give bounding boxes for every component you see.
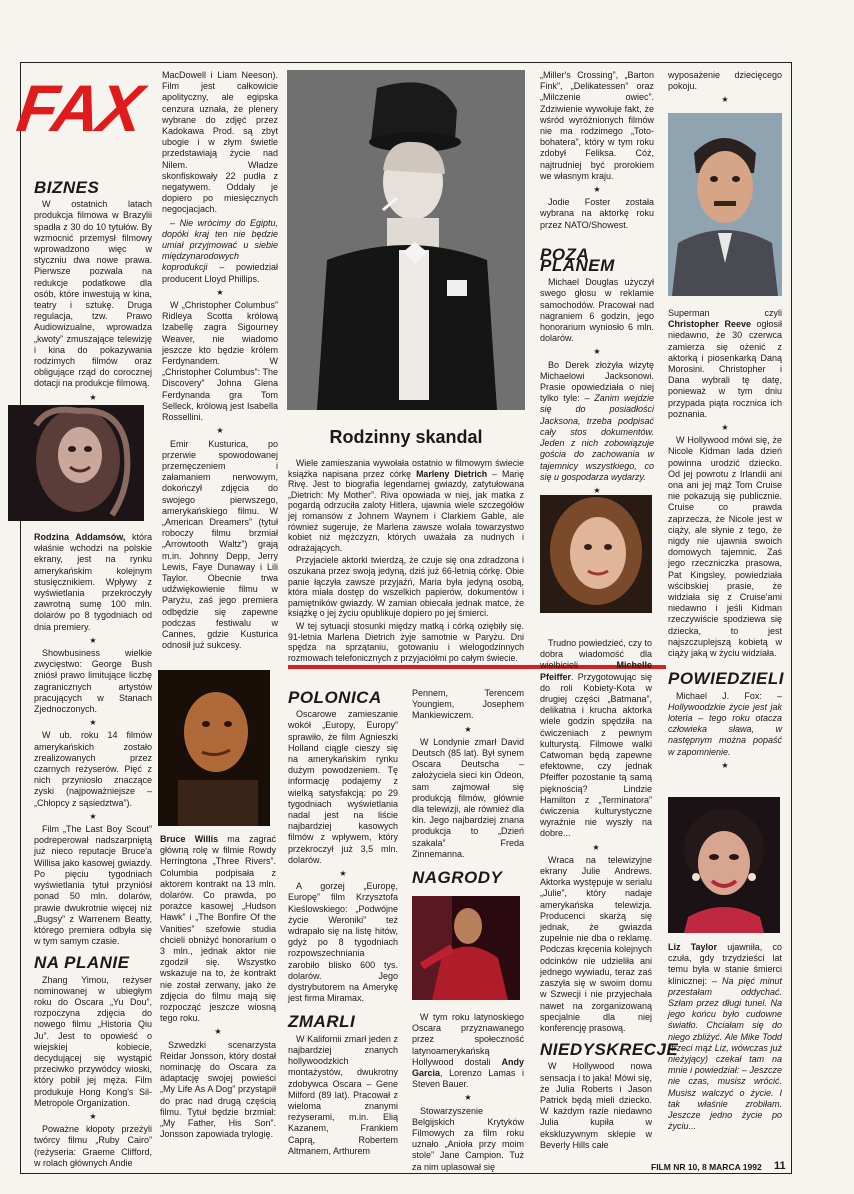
star-separator: ★ — [464, 1093, 472, 1103]
column-2 — [162, 70, 278, 693]
star-separator: ★ — [214, 1027, 222, 1037]
article-text: W Kalifornii zmarł jeden z najbardziej znanych hollywoodzkich montażystów, dwukrotny zdobywca Oscara – Gene Milford (89 lat). Pracował z wieloma znanymi reżyserami, m.in. Elią Kazanem, Frankiem Caprą, Robertem Altmanem, Arthurem — [288, 1033, 398, 1156]
star-separator: ★ — [339, 869, 347, 879]
column-2-lower — [160, 834, 276, 1142]
article-text: ogłosił niedawno, że 30 czerwca zamierza się ożenić z aktorką i piosenkarką Daną Morosini. Christopher i Dana wybrali tę datę, ponieważ w tym dniu przypada piąta rocznica ich poznania. — [668, 319, 783, 419]
column-3 — [288, 688, 398, 1159]
andy-garcia-photo — [412, 896, 520, 1000]
column-4 — [412, 688, 524, 889]
article-text: Stowarzyszenie Belgijskich Krytyków Filmowych za film roku uznało „Anioła przy moim stole” Jane Campion. Tuż za nim uplasował się — [412, 1105, 524, 1172]
liz-taylor-name: Liz Taylor — [668, 942, 718, 952]
star-separator: ★ — [216, 426, 224, 436]
article-text: . Przygotowując się do roli Kobiety-Kota w drugiej części „Batmana”, delikatna i krucha aktorka wiele godzin spędziła na ćwiczeniach z pewnym kulturystą. Filmowe walki Catwoman będą zapewne efektowne, czy jednak Pfeiffer pozostanie tą samą pięknością? Lindzie Hamilton z „Terminatora” ćwiczenia kulturystyczne wyraźnie nie wyszły na dobre... — [540, 671, 652, 839]
column-1-lower — [34, 532, 152, 1171]
section-title-nagrody: NAGRODY — [412, 868, 503, 888]
article-headline: Rodzinny skandal — [329, 427, 483, 447]
article-text: Zhang Yimou, reżyser nominowanej w ubiegłym roku do Oscara „Yu Dou”, rozpoczyna zdjęcia do nowego filmu „Historia Qiu Ju”. Jest to opowieść o wiejskiej kobiecie, decydującej się wystąpić przeciwko przywódcy wioski, który pobił jej męża. Film produkuje Hong Kong's Sil-Metropole Organization. — [34, 974, 152, 1108]
christopher-reeve-photo — [668, 113, 782, 296]
quote-attribution: – powiedział producent Lloyd Phillips. — [162, 262, 278, 284]
star-separator: ★ — [721, 760, 729, 770]
star-separator: ★ — [89, 392, 97, 402]
column-1 — [34, 178, 152, 405]
issue-footer: FILM NR 10, 8 MARCA 1992 — [651, 1162, 762, 1172]
article-text: – Marię Rivę. Jest to biografia legendarnej gwiazdy, zatytułowana „Dietrich: My Mother”. Riva opowiada w niej, jak matka z pogardą odrzuciła zaloty Hitlera, ujawnia wiele szczegółów jej romansów z Johnem Waynem i Clarkiem Gable, ale również sugeruje, że Marlena zawsze wolała towarzystwo kobiet niż mężczyzn, których uważała za nudnych i odrażających. — [288, 468, 525, 553]
article-text: ujawniła, co czuła, gdy trzydzieści lat temu była w stanie śmierci klinicznej: — [668, 942, 783, 986]
article-text: , Lorenzo Lamas i Steven Bauer. — [412, 1068, 524, 1090]
article-text: W Hollywood nowa sensacja i to jaka! Mówi się, że Julia Roberts i Jason Patrick będą mieli dziecko. W każdym razie niedawno Julia kupiła w ekskluzywnym sklepie w Beverly Hills całe — [540, 1061, 652, 1150]
article-text: Pennem, Terencem Youngiem, Josephem Mankiewiczem. — [412, 688, 524, 721]
star-separator: ★ — [216, 287, 224, 297]
article-text: W Hollywood mówi się, że Nicole Kidman lada dzień powinna urodzić dziecko. Od jej powrotu z Irlandii ani ona ani jej mąż Tom Cruise nie pokazują się publicznie. Cruise co prawda zaprzecza, że Nicole jest w ciąży, ale słynie z tego, że nigdy nie ujawnia swoich domowych tajemnic. Zaś jego rzeczniczka prasowa, Pat Kingsley, powiedziała wścibskiej prasie, że widziała się z Cruise'ami niedawno i jeśli Kidman rzeczywiście spodziewa się dziecka, to jest najszczuplejszą kobietą w ciąży jaką w życiu widziała. — [668, 435, 782, 659]
star-separator: ★ — [593, 185, 601, 195]
quote-text: – Zanim wejdzie się do posiadłości Jacksona, trzeba podpisać cały stos dokumentów. Jeden z nich zobowiązuje gościa do zachowania w tajemnicy wszystkiego, co się u gospodarza wydarzy. — [540, 393, 655, 482]
article-text: Oscarowe zamieszanie wokół „Europy, Europy” sprawiło, że film Agnieszki Holland ciągle cieszy się na amerykańskim rynku dużym powodzeniem. Tę informację podajemy z wielką satysfakcją: po 29 tygodniach wyświetlania nadal jest na liście najbardziej kasowych filmów z wpływem, który przekroczył już 3,5 mln. dolarów. — [288, 709, 398, 865]
andy-garcia-name: Andy Garcia — [412, 1056, 524, 1079]
star-separator: ★ — [464, 724, 472, 734]
liz-taylor-photo — [668, 797, 780, 933]
bruce-willis-name: Bruce Willis — [160, 834, 219, 844]
section-title-na-planie: NA PLANIE — [34, 953, 130, 973]
article-text: MacDowell i Liam Neeson). Film jest całkowicie apolityczny, ale egipska cenzura uznała, że plenery wybrane do zdjęć przez Kadokawa Prod. są zbyt ubogie i w złym świetle przedstawiają życie nad Nilem. Władze skonfiskowały 22 pudła z negatywem. Oddały je dopiero po miesięcznych negocjacjach. — [162, 70, 278, 215]
section-title-powiedzieli: POWIEDZIELI — [668, 669, 784, 689]
article-text: Poważne kłopoty przeżyli twórcy filmu „Ruby Cairo” (reżyseria: Graeme Clifford, w rolach głównych Andie — [34, 1124, 152, 1168]
article-text: Michael J. Fox: — [676, 690, 777, 701]
michelle-pfeiffer-photo — [540, 495, 652, 613]
quote-text: – Nie wrócimy do Egiptu, dopóki kraj ten nie będzie umiał przyjmować u siebie międzynarodowych koprodukcji — [162, 217, 278, 273]
article-text: Jodie Foster została wybrana na aktorkę roku przez NATO/Showest. — [540, 197, 654, 230]
section-title-zmarli: ZMARLI — [288, 1012, 356, 1032]
bruce-willis-photo — [158, 670, 270, 826]
article-text: ma zagrać główną rolę w filmie Rowdy Herringtona „Three Rivers”. Columbia podpisała z aktorem kontrakt na 13 mln. dolarów. Co prawda, po porażce kasowej „Hudson Hawk” i „The Bonfire Of the Vanities” szefowie studia chcieli obniżyć honorarium o 3 mln., jednak aktor nie zgodził się. Wszystko wskazuje na to, że kontrakt nie został zerwany, jako że zdjęcia do filmu mają się rozpocząć jeszcze wiosną tego roku. — [160, 834, 276, 1024]
article-text: W tym roku latynoskiego Oscara przyznawanego przez społeczność latynoamerykańską Hollywood dostali — [412, 1012, 524, 1067]
article-text: Wiele zamieszania wywołała ostatnio w filmowym świecie książka napisana przez córkę — [288, 458, 524, 479]
addams-caption — [34, 532, 152, 633]
article-text: W tej sytuacji stosunki między matką i córką oziębiły się. 91-letnia Marlena Dietrich żyje samotnie w Paryżu. Dni spędza na sprzątaniu, gotowaniu i wielogodzinnych rozmowach telefonicznych z przyjaciółmi po całym świecie. — [288, 620, 524, 663]
skandal-article — [288, 458, 524, 665]
marlene-dietrich-name: Marleny Dietrich — [416, 468, 488, 479]
column-5-lower — [540, 638, 679, 1153]
article-text: wyposażenie dziecięcego pokoju. — [668, 70, 782, 92]
page-number: 11 — [774, 1160, 786, 1172]
star-separator: ★ — [721, 95, 729, 105]
section-title-poza-planem: POZA PLANEM — [540, 244, 615, 276]
article-text: Superman czyli — [668, 308, 782, 318]
article-text: Michael Douglas użyczył swego głosu w reklamie samochodów. Pracował nad nagraniem 6 godzin, jego honorarium wyniosło 6 mln. dolarów. — [540, 277, 654, 344]
article-text: Szwedzki scenarzysta Reidar Jonsson, który dostał nominację do Oscara za adaptację swojej powieści „My Life As A Dog” przystąpił do prac nad drugą częścią filmu. Tytuł będzie brzmiał: „My Father, His Son”. Jonsson zapowiada trylogię. — [160, 1039, 276, 1140]
section-title-niedyskrecje: NIEDYSKRECJE — [540, 1040, 679, 1060]
star-separator: ★ — [593, 485, 601, 495]
article-text: W Londynie zmarł David Deutsch (85 lat). Był synem Oscara Deutscha – założyciela sieci kin Odeon, sam zajmował się produkcją filmów, głównie dla telewizji, ale również dla kin. Jego najbardziej znana produkcja to „Dzień szakala” Freda Zinnemanna. — [412, 736, 524, 859]
star-separator: ★ — [89, 811, 97, 821]
article-text: A gorzej „Europę, Europę” film Krzysztofa Kieślowskiego: „Podwójne życie Weroniki” też wdrapało się na listę hitów, gdyż po 8 tygodniach rozpowszechniania zarobiło blisko 600 tys. dolarów. Jego dystrybutorem na Amerykę jest firma Miramax. — [288, 881, 398, 1004]
quote-text: – Hollywoodzkie życie jest jak loteria – tego roku otacza człowieka sława, w następnym można popaść w zapomnienie. — [668, 690, 782, 757]
article-text: W ub. roku 14 filmów amerykańskich zostało zrealizowanych przez czarnych reżyserów. Pięć z nich przyniosło znaczące zyski (najpoważniejsze – „Chłopcy z sąsiedztwa”). — [34, 730, 152, 808]
article-text: „Miller's Crossing”, „Barton Fink”, „Delikatessen” oraz „Milczenie owiec”. Zdziwienie wywołuje fakt, że wśród wyróżnionych filmów nie ma rodzimego „Toto-bohatera”, który w tym roku zdobył Feliksa. Cóż, najtrudniej być prorokiem we własnym kraju. — [540, 70, 654, 181]
column-5 — [540, 70, 654, 498]
article-text: Wraca na telewizyjne ekrany Julie Andrews. Aktorka występuje w serialu „Julie”, który nadaje amerykańska telewizja. Producenci skarżą się jednak, że gwiazda zupełnie nie dba o reklamę. Podczas kręcenia kolejnych odcinków nie udzieliła ani jednego wywiadu, teraz zaś zaszyła się w swoim domu w Szwecji i nie przyjechała nawet na zorganizowaną specjalnie dla niej konferencję prasową. — [540, 854, 652, 1033]
column-6-mid — [668, 308, 782, 773]
star-separator: ★ — [89, 635, 97, 645]
section-title-biznes: BIZNES — [34, 178, 100, 197]
column-4-lower — [412, 1012, 524, 1175]
addams-text: która właśnie wchodzi na polskie ekrany, jest na rynku amerykańskim kolejnym stusięcznikiem. Wpływy z wyświetlania przekroczyły zawrotną sumę 100 mln. dolarów po 8 tygodniach od dnia premiery. — [34, 532, 153, 632]
article-text: Bo Derek złożyła wizytę Michaelowi Jacksonowi. Prasie opowiedziała o niej tylko tyle: — [540, 359, 654, 404]
star-separator: ★ — [721, 423, 729, 433]
star-separator: ★ — [592, 842, 600, 852]
christopher-reeve-name: Christopher Reeve — [668, 319, 752, 330]
star-separator: ★ — [89, 718, 97, 728]
column-6 — [668, 70, 782, 108]
article-text: W ostatnich latach produkcja filmowa w Brazylii spadła z 30 do 10 tytułów. By wzmocnić przemysł filmowy wprowadzono więc w styczniu dwa nowe prawa. Pierwsze pozwala na redukcje podatkowe dla osób, które inwestują w kina, teatry i sztukę. Druga regulacja, tzw. Prawo Audiowizualne, wprowadza „kwoty” zmuszające telewizję i kina do pokazywania rodzimych filmów oraz obligujące rząd do corocznej dotacji na produkcje filmową. — [34, 199, 152, 389]
star-separator: ★ — [593, 347, 601, 357]
star-separator: ★ — [89, 1111, 97, 1121]
article-text: Showbusiness wielkie zwycięstwo: George Bush zniósł prawo limitujące liczbę zagranicznych artystów pracujących w Stanach Zjednoczonych. — [34, 648, 152, 715]
article-text: W „Christopher Columbus” Ridleya Scotta królową Izabellę zagra Sigourney Weaver, nie wiadomo jeszcze kto będzie królem Ferdynandem. W „Christopher Columbus”: The Discovery” Johna Glena Ferdynanda gra Tom Selleck, królową jest Isabella Rossellini. — [162, 300, 278, 423]
addams-photo — [8, 405, 144, 521]
article-text: Emir Kusturica, po przerwie spowodowanej przemęczeniem i załamaniem nerwowym, dokończył zdjęcia do swojego pierwszego, amerykańskiego filmu. W „American Dreamers” (tytuł roboczy filmu brzmiał „Arrowtooth Waltz”) grają m.in. Johnny Depp, Jerry Lewis, Faye Dunaway i Lili Taylor. Obecnie trwa udźwiękowienie filmu w Paryżu, zaś jego premiera odbędzie się zapewne podczas festiwalu w Cannes, gdzie Kusturica odnosił już sukcesy. — [162, 438, 278, 651]
marlene-dietrich-photo — [287, 70, 525, 410]
section-title-polonica: POLONICA — [288, 688, 382, 707]
article-text: Przyjaciele aktorki twierdzą, że czuje się ona zdradzona i oszukana przez swoją jedyną, dziś już 66-letnią córkę. Obie panie łączyła zawsze przyjaźń, Maria była jedyną osobą, która miała dostęp do wszelkich papierów, dokumentów i pamiętników gwiazdy. W zamian obiecała jednak matce, że książkę o jej życiu opublikuje dopiero po jej śmierci. — [288, 555, 524, 619]
article-text: Film „The Last Boy Scout” podreperował nadszarpniętą już nieco reputacje Bruce'a Willisa jako kasowej gwiazdy. Po pięciu tygodniach wyświetlania tytuł przyniósł ponad 50 mln. dolarów, prawie dwukrotnie więcej niż „Bugsy” z Warrenem Beatty, którego premiera odbyła się w tym samym czasie. — [34, 824, 152, 947]
quote-text: – Na pięć minut przestałam oddychać. Szłam przez długi tunel. Na jego końcu było cudowne światło. Chciałam się do niego zbliżyć. Ale Mike Todd (trzeci mąż Liz, wówczas już nieżyjący) czekał tam na mnie i powiedział: – Jeszcze nie czas, musisz wrócić. Musisz walczyć o życie. I tak właśnie zrobiłam. Jeszcze jedno życie po życiu... — [668, 975, 783, 1132]
article-text: Trudno powiedzieć, czy to dobra wiadomość dla wielbicieli — [540, 638, 652, 671]
column-6-lower — [668, 942, 782, 1134]
fax-logo: FAX — [12, 71, 146, 145]
addams-name: Rodzina Addamsów, — [34, 532, 126, 542]
michelle-pfeiffer-name: Michelle Pfeiffer — [540, 660, 652, 682]
